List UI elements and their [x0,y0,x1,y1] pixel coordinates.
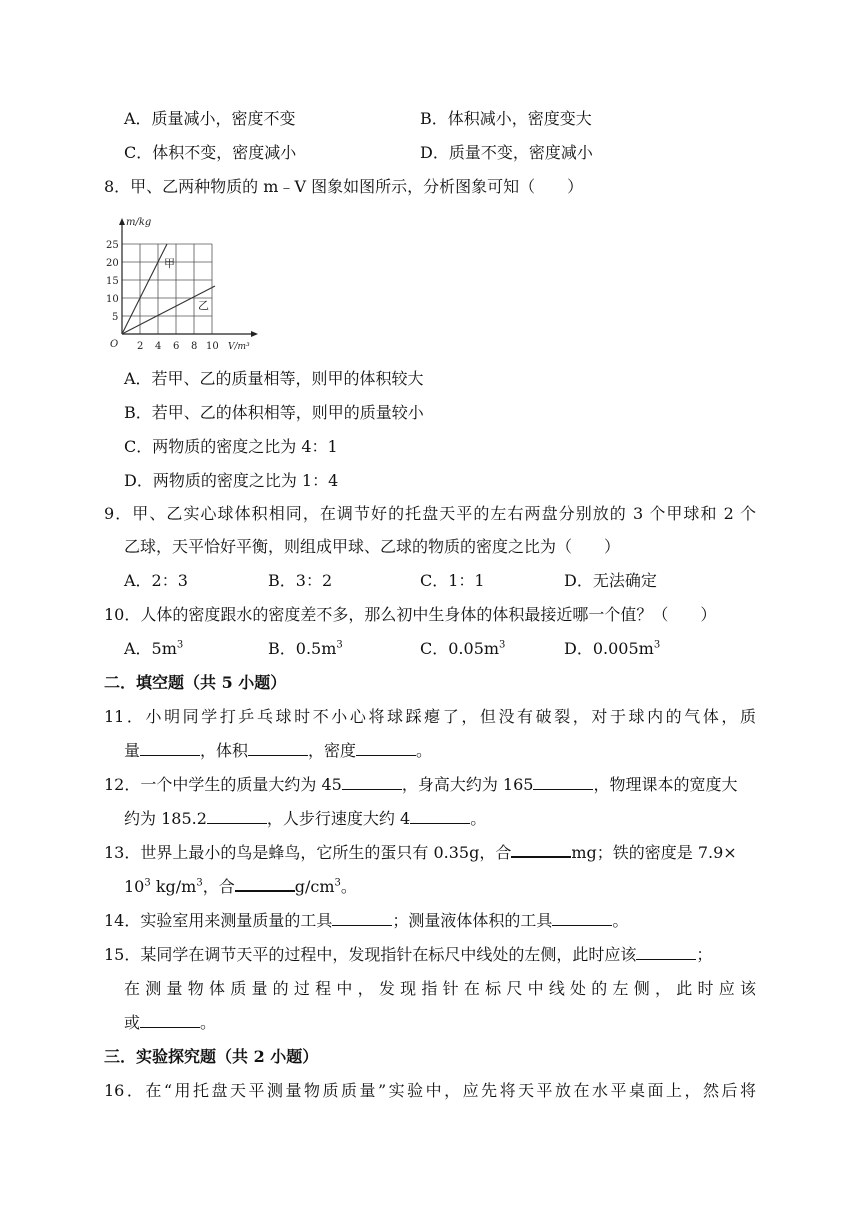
q11-stem-line1: 11．小明同学打乒乓球时不小心将球踩瘪了，但没有破裂，对于球内的气体，质 [104,707,756,726]
q12-blank-2[interactable] [533,775,593,790]
y-tick-10: 10 [106,294,119,305]
q8-stem: 8．甲、乙两种物质的 m﹣V 图象如图所示，分析图象可知（ ） [104,177,584,196]
x-axis-label: V/m³ [228,342,250,352]
q13-blank-2[interactable] [235,876,295,892]
q15-blank-2[interactable] [140,1013,200,1028]
q15-stem-line3: 或 。 [124,1013,217,1032]
origin-label: O [110,339,119,350]
q9-option-c[interactable]: C．1：1 [420,571,485,590]
series-jia-line [122,244,167,334]
q9-option-a[interactable]: A．2：3 [124,571,188,590]
q13-stem-line2: $10^3$ $kg/m^3$，合 $g/cm^3$。 [124,877,357,896]
q15-stem-line2: 在测量物体质量的过程中，发现指针在标尺中线处的左侧，此时应该 [124,979,756,998]
q16-stem-line1: 16．在“用托盘天平测量物质质量”实验中，应先将天平放在水平桌面上，然后将 [104,1081,756,1100]
q11-blank-2[interactable] [248,741,308,756]
q11-stem-line2: 量 ，体积 ，密度 。 [124,741,433,760]
x-tick-4: 4 [155,341,162,352]
x-tick-10: 10 [206,341,219,352]
q8-option-c[interactable]: C．两物质的密度之比为 4：1 [124,437,338,456]
q11-blank-3[interactable] [356,741,416,756]
q12-stem-line1: 12．一个中学生的质量大约为 45 ，身高大约为 165 ，物理课本的宽度大 [104,775,738,794]
q7-option-b[interactable]: B．体积减小，密度变大 [420,109,592,128]
q10-option-b[interactable]: B．$0.5m^3$ [268,639,343,658]
q10-option-c[interactable]: C．$0.05m^3$ [420,639,506,658]
q11-blank-1[interactable] [140,741,200,756]
q13-stem-line1: 13．世界上最小的鸟是蜂鸟，它所生的蛋只有 0.35g，合 mg；铁的密度是 7.9× [104,843,737,862]
x-tick-8: 8 [191,341,198,352]
q10-stem: 10．人体的密度跟水的密度差不多，那么初中生身体的体积最接近哪一个值？（ ） [104,605,717,624]
section-fill-in-title: 二．填空题（共 5 小题） [104,673,287,692]
m-v-graph [104,211,262,357]
q15-stem-line1: 15．某同学在调节天平的过程中，发现指针在标尺中线处的左侧，此时应该 ； [104,945,713,964]
q8-option-b[interactable]: B．若甲、乙的体积相等，则甲的质量较小 [124,403,424,422]
x-tick-6: 6 [173,341,180,352]
q9-option-d[interactable]: D．无法确定 [564,571,657,590]
q9-option-b[interactable]: B．3：2 [268,571,333,590]
q14-blank-1[interactable] [332,911,392,926]
q9-stem-line1: 9．甲、乙实心球体积相同，在调节好的托盘天平的左右两盘分别放的 3 个甲球和 2 个 [104,504,756,523]
q14-stem: 14．实验室用来测量质量的工具 ；测量液体体积的工具 。 [104,911,629,930]
q15-blank-1[interactable] [636,945,696,960]
y-tick-15: 15 [106,276,119,287]
q10-option-d[interactable]: D．$0.005m^3$ [564,639,661,658]
y-tick-5: 5 [112,312,119,323]
q7-option-d[interactable]: D．质量不变，密度减小 [420,143,593,162]
q12-blank-1[interactable] [342,775,402,790]
q7-option-c[interactable]: C．体积不变，密度减小 [124,143,297,162]
series-jia-label: 甲 [164,257,175,270]
q8-option-d[interactable]: D．两物质的密度之比为 1：4 [124,471,339,490]
q7-option-a[interactable]: A．质量减小，密度不变 [124,109,296,128]
y-tick-25: 25 [106,240,119,251]
q9-stem-line2: 乙球，天平恰好平衡，则组成甲球、乙球的物质的密度之比为（ ） [124,537,621,556]
q12-stem-line2: 约为 185.2 ，人步行速度大约 4 。 [124,809,487,828]
q14-blank-2[interactable] [552,911,612,926]
q12-blank-3[interactable] [207,809,267,824]
series-yi-label: 乙 [198,299,209,312]
y-axis-arrow-icon [119,218,125,225]
y-tick-20: 20 [106,258,119,269]
q10-option-a[interactable]: A．$5m^3$ [124,639,184,658]
q8-option-a[interactable]: A．若甲、乙的质量相等，则甲的体积较大 [124,369,424,388]
x-tick-2: 2 [137,341,144,352]
q13-blank-1[interactable] [511,842,571,858]
q12-blank-4[interactable] [410,809,470,824]
x-axis-arrow-icon [251,331,258,337]
y-axis-label: m/kg [126,217,152,228]
section-experiment-title: 三．实验探究题（共 2 小题） [104,1047,319,1066]
